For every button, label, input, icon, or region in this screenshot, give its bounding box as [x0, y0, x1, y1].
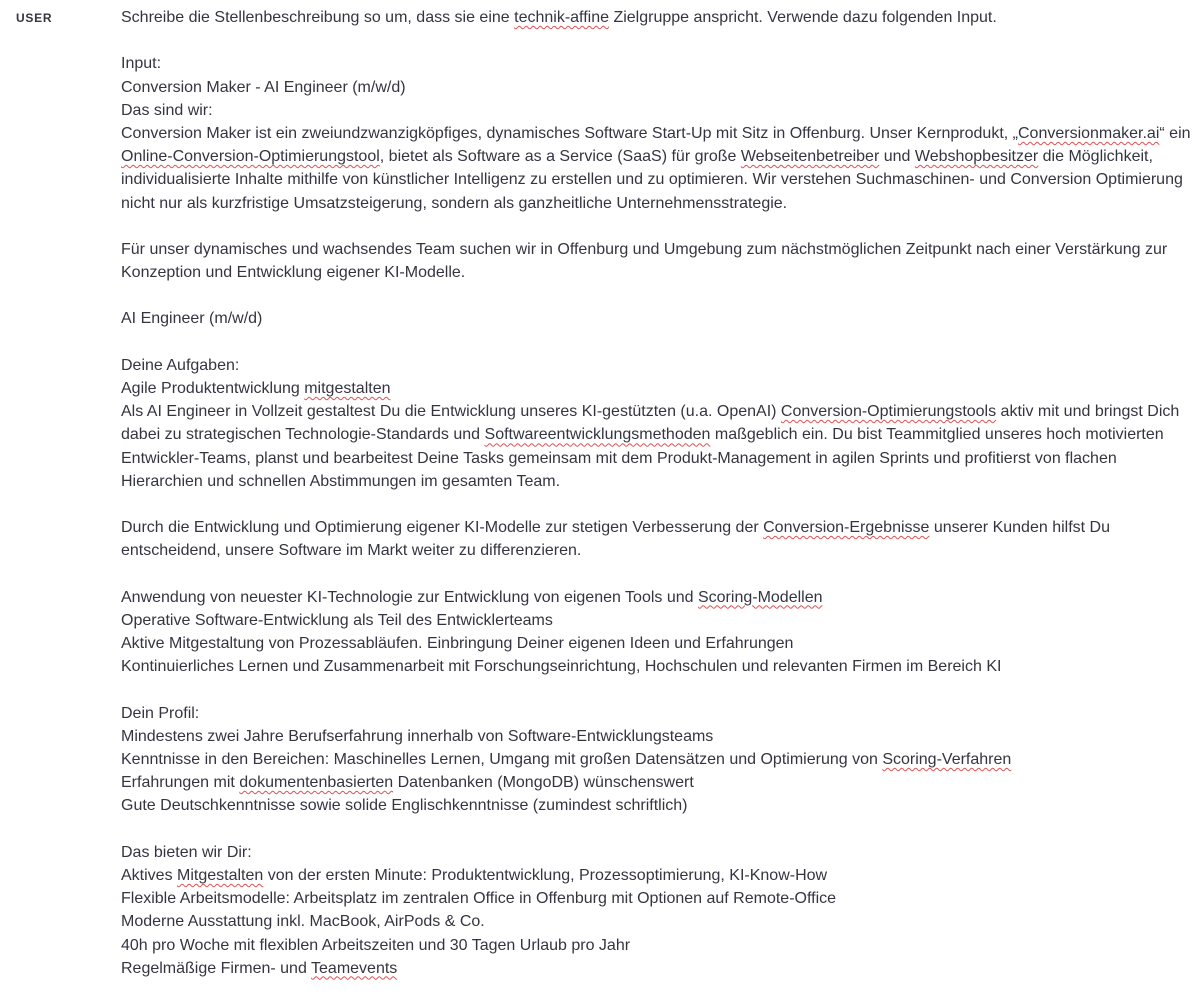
paragraph-gap: [121, 215, 1166, 238]
message-line: [121, 771, 1166, 794]
text-run: 40h pro Woche mit flexiblen Arbeitszeiten und 30 Tagen Urlaub pro Jahr: [121, 936, 631, 954]
message-line: [121, 238, 1166, 261]
text-run: Agile Produktentwicklung: [121, 380, 305, 397]
message-line: [121, 447, 1166, 470]
misspelled-word: technik-affine: [514, 9, 609, 26]
message-line: [121, 516, 1166, 539]
text-run: Gute Deutschkenntnisse sowie solide Englischkenntnisse (zumindest schriftlich): [121, 797, 688, 815]
message-line: [121, 841, 1166, 864]
message-line: [121, 470, 1166, 493]
message-line: [121, 6, 1166, 29]
text-run: Flexible Arbeitsmodelle: Arbeitsplatz im zentralen Office in Offenburg mit Optionen auf Remote-Office: [121, 890, 837, 908]
text-run: aktiv mit und bringst Dich: [996, 403, 1180, 421]
misspelled-word: Conversionmaker.ai: [1017, 124, 1160, 142]
misspelled-word: Webseitenbetreiber: [740, 148, 880, 166]
text-run: Datenbanken (MongoDB) wünschenswert: [393, 774, 694, 792]
message-line: [121, 887, 1166, 910]
text-run: Mindestens zwei Jahre Berufserfahrung innerhalb von Software-Entwicklungsteams: [121, 727, 714, 745]
paragraph-gap: [121, 493, 1166, 516]
message-line: [121, 423, 1166, 446]
message-text[interactable]: [121, 6, 1191, 980]
text-run: Aktives: [121, 866, 178, 884]
misspelled-word: dokumentenbasierten: [239, 774, 394, 792]
misspelled-word: Online-Conversion-Optimierungstool: [121, 148, 380, 166]
message-line: [121, 261, 1166, 284]
role-label: USER: [16, 11, 53, 25]
text-run: von der ersten Minute: Produktentwicklung, Prozessoptimierung, KI-Know-How: [263, 866, 828, 884]
text-run: Moderne Ausstattung inkl. MacBook, AirPods & Co.: [121, 913, 485, 931]
paragraph-gap: [121, 29, 1166, 52]
message-line: [121, 864, 1166, 887]
message-line: [121, 748, 1166, 771]
text-run: dabei zu strategischen Technologie-Standards und: [121, 426, 485, 444]
text-run: Conversion Maker ist ein zweiundzwanzigköpfiges, dynamisches Software Start-Up mit Sitz in Offenburg. Unser Kernprodukt, „: [121, 124, 1018, 142]
message-line: [121, 539, 1166, 562]
text-run: Hierarchien und schnellen Abstimmungen im gesamten Team.: [121, 472, 561, 490]
text-run: Erfahrungen mit: [121, 774, 240, 792]
text-run: Deine Aufgaben:: [121, 356, 240, 374]
text-run: Das bieten wir Dir:: [121, 843, 252, 861]
text-run: Das sind wir:: [121, 101, 213, 119]
paragraph-gap: [121, 331, 1166, 354]
paragraph-gap: [121, 563, 1166, 586]
message-line: [121, 655, 1166, 678]
message-line: [121, 400, 1180, 423]
misspelled-word: Scoring-Verfahren: [882, 751, 1012, 768]
text-run: Conversion Maker - AI Engineer (m/w/d): [121, 78, 406, 96]
message-line: [121, 192, 1166, 215]
text-run: Aktive Mitgestaltung von Prozessabläufen. Einbringung Deiner eigenen Ideen und Erfahrungen: [121, 635, 794, 653]
misspelled-word: Softwareentwicklungsmethoden: [484, 426, 711, 444]
misspelled-word: Conversion-Optimierungstools: [780, 403, 997, 421]
message-line: [121, 377, 1166, 400]
misspelled-word: Mitgestalten: [177, 866, 264, 884]
message-line: [121, 957, 1166, 980]
message-line: [121, 632, 1166, 655]
message-line: [121, 609, 1166, 632]
message-line: [121, 52, 1166, 75]
text-run: Regelmäßige Firmen- und: [121, 959, 312, 977]
misspelled-word: mitgestalten: [304, 380, 391, 397]
text-run: die Möglichkeit,: [1038, 148, 1153, 166]
message-line: [121, 702, 1166, 725]
text-run: entscheidend, unsere Software im Markt weiter zu differenzieren.: [121, 542, 582, 560]
message-line: [121, 76, 1166, 99]
text-run: Als AI Engineer in Vollzeit gestaltest Du die Entwicklung unseres KI-gestützten (u.a. OpenAI): [121, 403, 781, 421]
text-run: Operative Software-Entwicklung als Teil des Entwicklerteams: [121, 611, 553, 629]
text-run: maßgeblich ein. Du bist Teammitglied unseres hoch motivierten: [710, 426, 1164, 444]
text-run: “ ein: [1159, 124, 1191, 142]
text-run: Input:: [121, 55, 162, 73]
misspelled-word: Conversion-Ergebnisse: [763, 519, 930, 537]
text-run: individualisierte Inhalte mithilfe von künstlicher Intelligenz zu erstellen und zu optimieren. Wir verstehen Suchmaschinen- und Conversion Optimierung: [121, 171, 1183, 189]
message-line: [121, 122, 1191, 145]
paragraph-gap: [121, 284, 1166, 307]
message-line: [121, 354, 1166, 377]
message-line: [121, 934, 1166, 957]
text-run: Kontinuierliches Lernen und Zusammenarbeit mit Forschungseinrichtung, Hochschulen und relevanten Firmen im Bereich KI: [121, 658, 1002, 676]
text-run: Durch die Entwicklung und Optimierung eigener KI-Modelle zur stetigen Verbesserung der: [121, 519, 764, 537]
paragraph-gap: [121, 678, 1166, 701]
text-run: AI Engineer (m/w/d): [121, 310, 263, 328]
paragraph-gap: [121, 818, 1166, 841]
misspelled-word: Scoring-Modellen: [697, 588, 823, 606]
message-line: [121, 794, 1166, 817]
message-line: [121, 586, 1166, 609]
text-run: , bietet als Software as a Service (SaaS) für große: [379, 148, 741, 166]
text-run: Kenntnisse in den Bereichen: Maschinelles Lernen, Umgang mit großen Datensätzen und Optimierung von: [121, 751, 883, 768]
misspelled-word: Teamevents: [311, 959, 398, 977]
text-run: Konzeption und Entwicklung eigener KI-Modelle.: [121, 264, 466, 282]
text-run: Dein Profil:: [121, 704, 200, 722]
text-run: nicht nur als kurzfristige Umsatzsteigerung, sondern als ganzheitliche Unternehmensstrategie.: [121, 194, 788, 212]
message-line: [121, 168, 1183, 191]
text-run: Zielgruppe anspricht. Verwende dazu folgenden Input.: [609, 9, 997, 26]
message-line: [121, 99, 1166, 122]
message-line: [121, 145, 1166, 168]
text-run: unserer Kunden hilfst Du: [929, 519, 1110, 537]
text-run: Anwendung von neuester KI-Technologie zur Entwicklung von eigenen Tools und: [121, 588, 698, 606]
text-run: Entwickler-Teams, planst und bearbeitest Deine Tasks gemeinsam mit dem Produkt-Management in agilen Sprints und profitierst von flachen: [121, 449, 1117, 467]
text-run: und: [879, 148, 915, 166]
message-line: [121, 725, 1166, 748]
text-run: Schreibe die Stellenbeschreibung so um, dass sie eine: [121, 9, 515, 26]
message-line: [121, 307, 1166, 330]
text-run: Für unser dynamisches und wachsendes Team suchen wir in Offenburg und Umgebung zum nächstmöglichen Zeitpunkt nach einer Verstärkung zur: [121, 240, 1168, 258]
message-line: [121, 910, 1166, 933]
misspelled-word: Webshopbesitzer: [914, 148, 1039, 166]
